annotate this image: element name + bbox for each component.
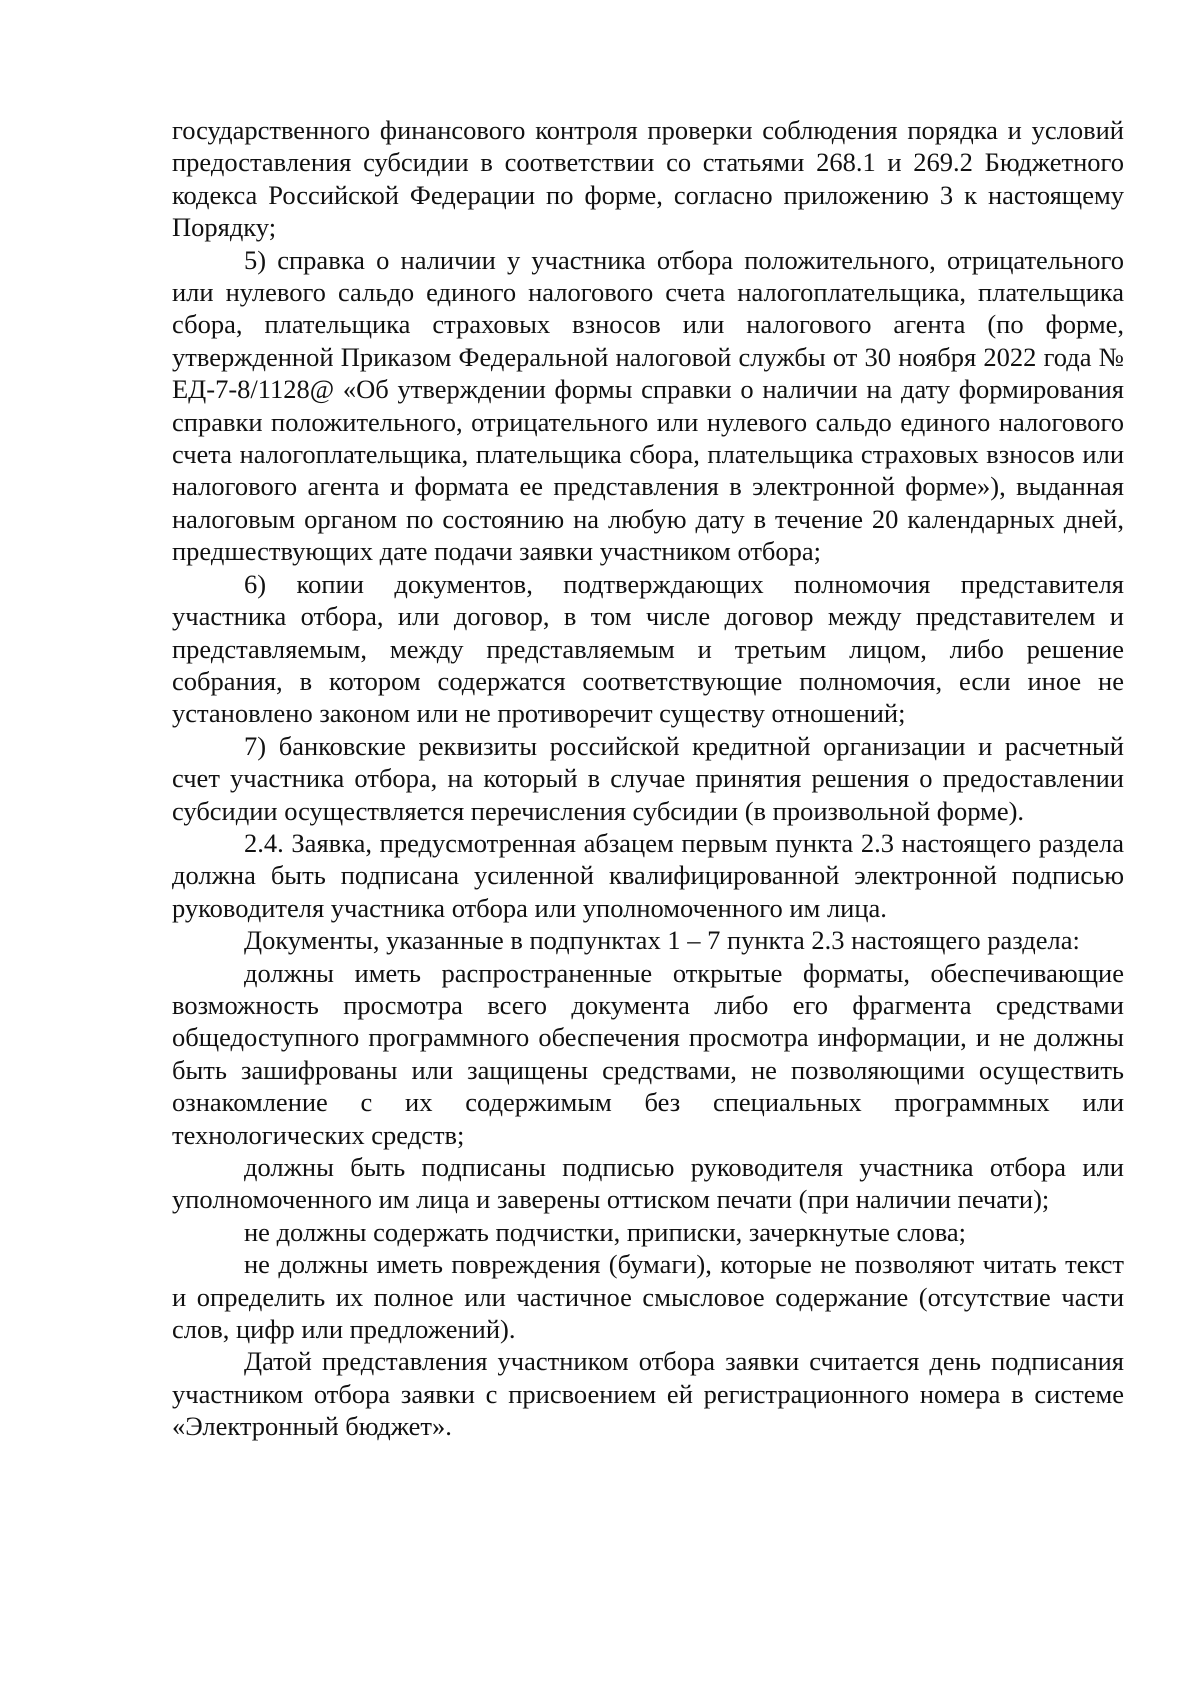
paragraph-submission-date: Датой представления участником отбора заявки считается день подписания участником отбора заявки с присвоением ей регистрационного номера в системе «Электронный бюджет».	[172, 1346, 1124, 1442]
document-page	[172, 114, 1124, 1443]
paragraph-requirement-no-erasures: не должны содержать подчистки, приписки, зачеркнутые слова;	[244, 1216, 966, 1247]
paragraph-requirement-signed: должны быть подписаны подписью руководителя участника отбора или уполномоченного им лица и заверены оттиском печати (при наличии печати);	[172, 1152, 1124, 1215]
paragraph-requirement-formats: должны иметь распространенные открытые форматы, обеспечивающие возможность просмотра всего документа либо его фрагмента средствами общедоступного программного обеспечения просмотра информации, и не должны быть зашифрованы или защищены средствами, не позволяющими осуществить ознакомление с их содержимым без специальных программных или технологических средств;	[172, 957, 1124, 1150]
paragraph-section-2-4: 2.4. Заявка, предусмотренная абзацем первым пункта 2.3 настоящего раздела должна быть подписана усиленной квалифицированной электронной подписью руководителя участника отбора или уполномоченного им лица.	[172, 827, 1124, 923]
paragraph-documents-intro: Документы, указанные в подпунктах 1 – 7 пункта 2.3 настоящего раздела:	[244, 925, 1080, 956]
paragraph-requirement-no-damage: не должны иметь повреждения (бумаги), которые не позволяют читать текст и определить их полное или частичное смысловое содержание (отсутствие части слов, цифр или предложений).	[172, 1249, 1124, 1345]
paragraph-item-6: 6) копии документов, подтверждающих полномочия представителя участника отбора, или договор, в том числе договор между представителем и представляемым, между представляемым и третьим лицом, либо решение собрания, в котором содержатся соответствующие полномочия, если иное не установлено законом или не противоречит существу отношений;	[172, 568, 1124, 729]
paragraph-continuation: государственного финансового контроля проверки соблюдения порядка и условий предоставления субсидии в соответствии со статьями 268.1 и 269.2 Бюджетного кодекса Российской Федерации по форме, согласно приложению 3 к настоящему Порядку;	[172, 115, 1124, 243]
paragraph-item-7: 7) банковские реквизиты российской кредитной организации и расчетный счет участника отбора, на который в случае принятия решения о предоставлении субсидии осуществляется перечисления субсидии (в произвольной форме).	[172, 730, 1124, 826]
paragraph-item-5: 5) справка о наличии у участника отбора положительного, отрицательного или нулевого сальдо единого налогового счета налогоплательщика, плательщика сбора, плательщика страховых взносов или налогового агента (по форме, утвержденной Приказом Федеральной налоговой службы от 30 ноября 2022 года № ЕД-7-8/1128@ «Об утверждении формы справки о наличии на дату формирования справки положительного, отрицательного или нулевого сальдо единого налогового счета налогоплательщика, плательщика сбора, плательщика страховых взносов или налогового агента и формата ее представления в электронной форме»), выданная налоговым органом по состоянию на любую дату в течение 20 календарных дней, предшествующих дате подачи заявки участником отбора;	[172, 244, 1124, 567]
